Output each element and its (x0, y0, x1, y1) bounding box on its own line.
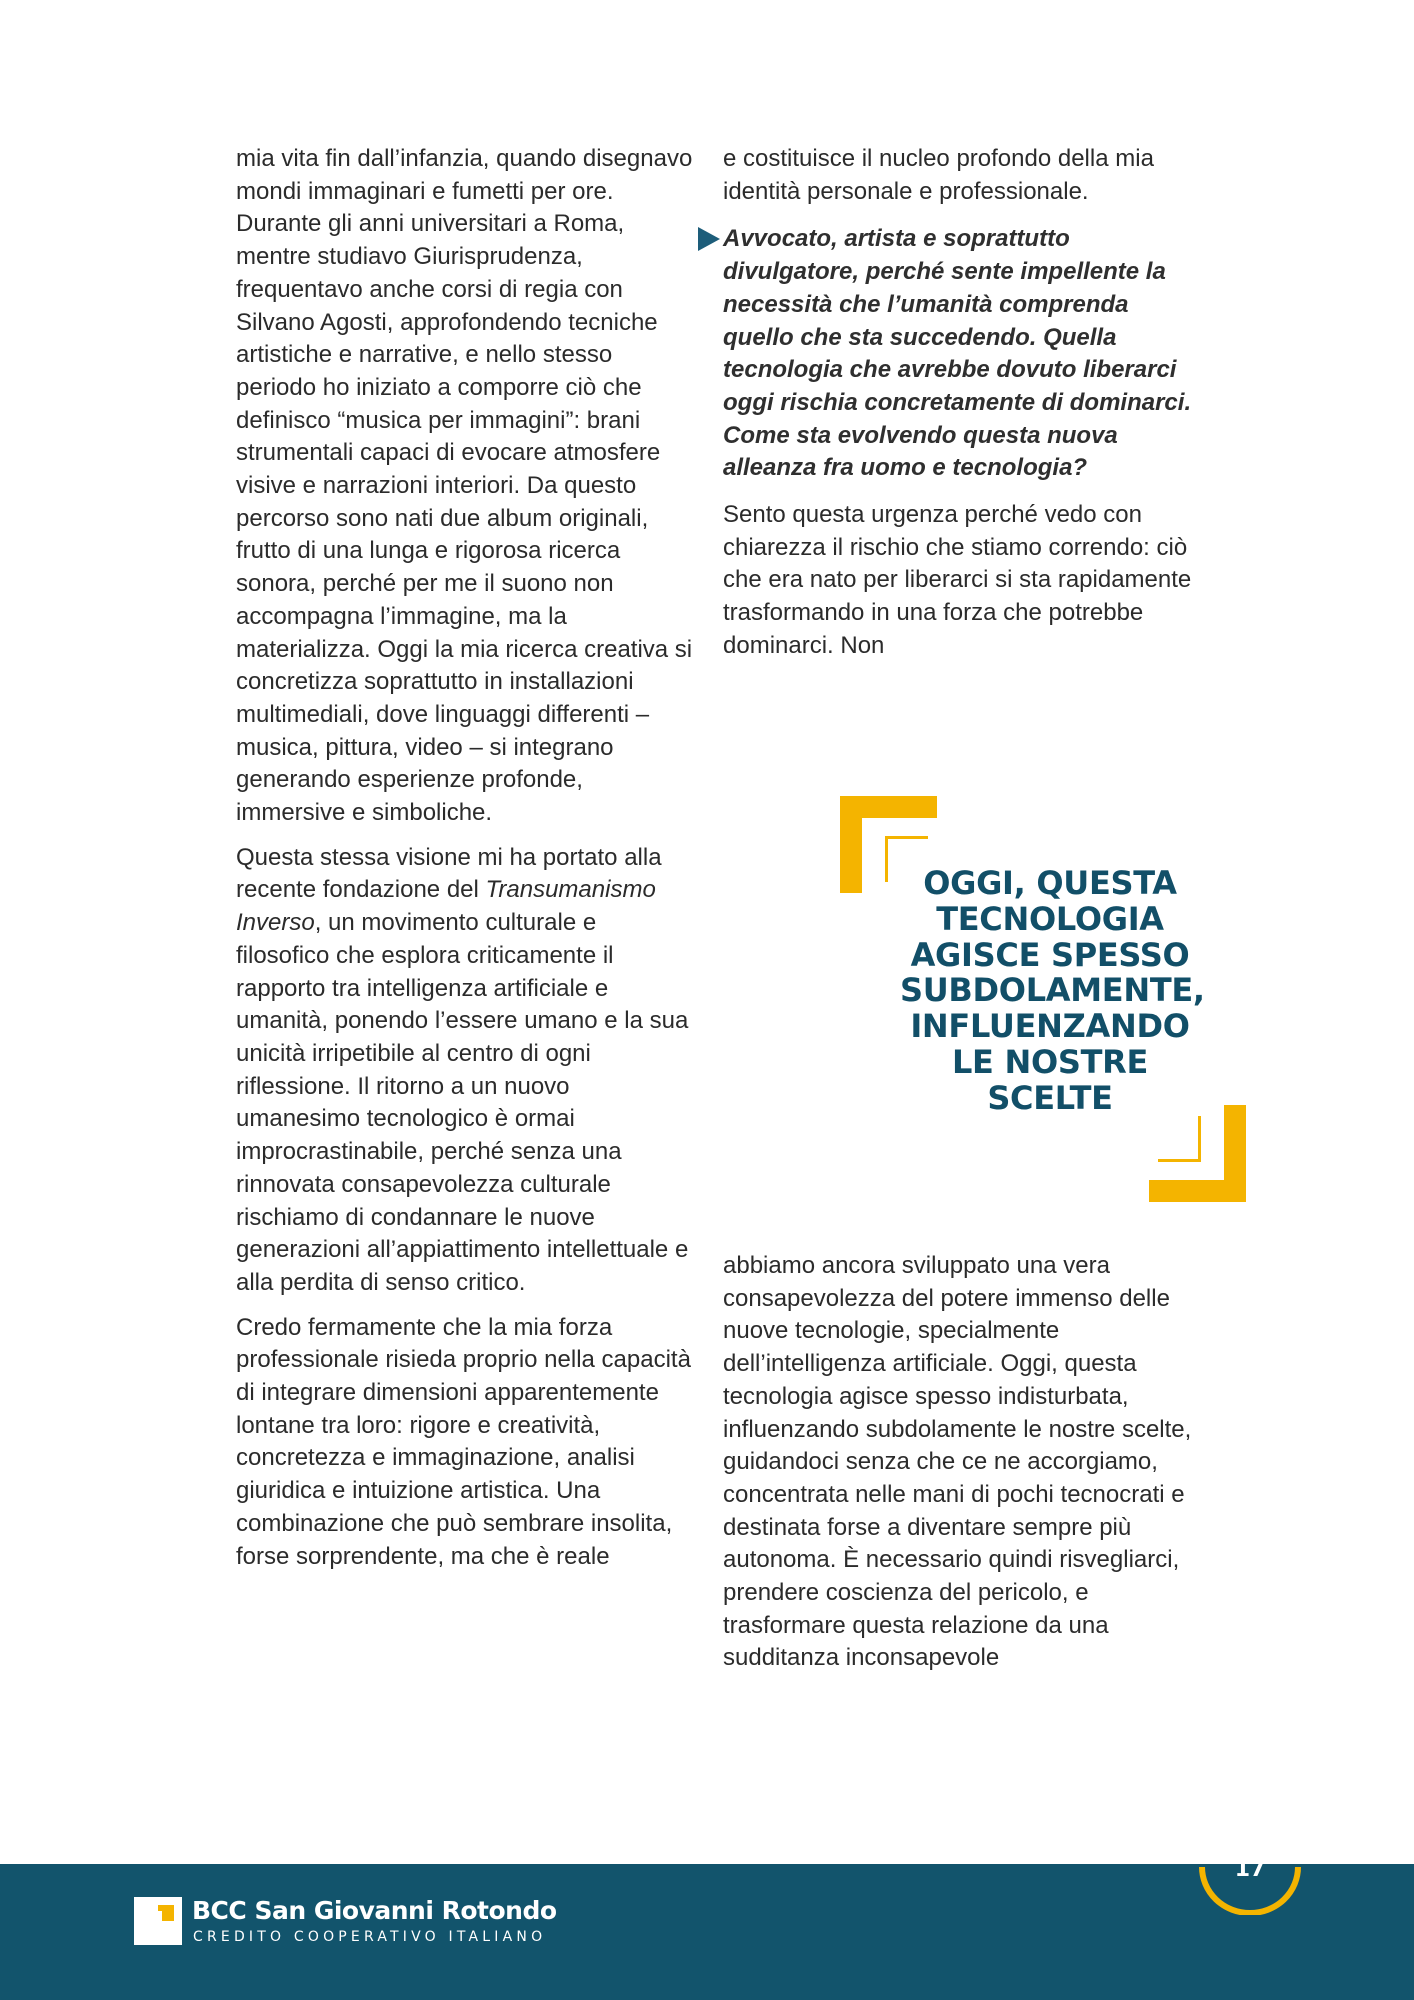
question-text: Avvocato, artista e soprattutto divulgatore, perché sente impellente la necessità che l’umanità comprenda quello che sta succedendo. Quella tecnologia che avrebbe dovuto liberarci oggi rischia concretamente di dominarci. Come sta evolvendo questa nuova alleanza fra uomo e tecnologia? (723, 225, 1192, 482)
body-paragraph: Sento questa urgenza perché vedo con chiarezza il rischio che stiamo correndo: ciò che era nato per liberarci si sta rapidamente trasformando in una forza che potrebbe dominarci. Non (723, 501, 1192, 659)
brand-subtitle: CREDITO COOPERATIVO ITALIANO (193, 1929, 547, 1945)
body-paragraph: e costituisce il nucleo profondo della mia identità personale e professionale. (723, 145, 1154, 205)
text-run: Questa stessa visione mi ha portato alla recente fondazione del (236, 843, 662, 904)
right-column-bottom (723, 1250, 1193, 1675)
body-paragraph: mia vita fin dall’infanzia, quando disegnavo mondi immaginari e fumetti per ore. Durante gli anni universitari a Roma, mentre studiavo Giurisprudenza, frequentavo anche corsi di regia con Silvano Agosti, approfondendo tecniche artistiche e narrative, e nello stesso periodo ho iniziato a comporre ciò che definisco “musica per immagini”: brani strumentali capaci di evocare atmosfere visive e narrazioni interiori. Da questo percorso sono nati due album originali, frutto di una lunga e rigorosa ricerca sonora, perché per me il suono non accompagna l’immagine, ma la materializza. Oggi la mia ricerca creativa si concretizza soprattutto in installazioni multimediali, dove linguaggi differenti – musica, pittura, video – si integrano generando esperienze profonde, immersive e simboliche. (236, 145, 693, 827)
text-run: , un movimento culturale e filosofico che esplora criticamente il rapporto tra intelligenza artificiale e umanità, ponendo l’essere umano e la sua unicità irripetibile al centro di ogni riflessione. Il ritorno a un nuovo umanesimo tecnologico è ormai improcrastinabile, perché senza una rinnovata consapevolezza culturale rischiamo di condannare le nuove generazioni all’appiattimento intellettuale e alla perdita di senso critico. (236, 909, 689, 1296)
left-column (236, 143, 696, 1573)
body-paragraph (236, 842, 696, 1300)
italic-term: Transumanismo Inverso (236, 876, 656, 937)
body-paragraph: abbiamo ancora sviluppato una vera consapevolezza del potere immenso delle nuove tecnologie, specialmente dell’intelligenza artificiale. Oggi, questa tecnologia agisce spesso indisturbata, influenzando subdolamente le nostre scelte, guidandoci senza che ce ne accorgiamo, concentrata nelle mani di pochi tecnocrati e destinata forse a diventare sempre più autonoma. È necessario quindi risvegliarci, prendere coscienza del pericolo, e trasformare questa relazione da una sudditanza inconsapevole (723, 1252, 1192, 1672)
logo-accent-inner (152, 1911, 162, 1921)
pull-quote-text: OGGI, QUESTA TECNOLOGIA AGISCE SPESSO SUBDOLAMENTE, INFLUENZANDO LE NOSTRE SCELTE (900, 864, 1205, 1117)
body-paragraph: Credo fermamente che la mia forza professionale risieda proprio nella capacità di integrare dimensioni apparentemente lontane tra loro: rigore e creatività, concretezza e immaginazione, analisi giuridica e intuizione artistica. Una combinazione che può sembrare insolita, forse sorprendente, ma che è reale (236, 1313, 691, 1570)
interview-question (723, 223, 1193, 485)
corner-bracket-bottom-right-icon (1146, 1102, 1246, 1202)
brand-name: BCC San Giovanni Rotondo (192, 1896, 557, 1925)
triangle-marker-icon (698, 227, 720, 251)
page-number: 17 (1234, 1857, 1266, 1882)
pull-quote (840, 796, 1246, 1202)
right-column-top (723, 143, 1193, 663)
